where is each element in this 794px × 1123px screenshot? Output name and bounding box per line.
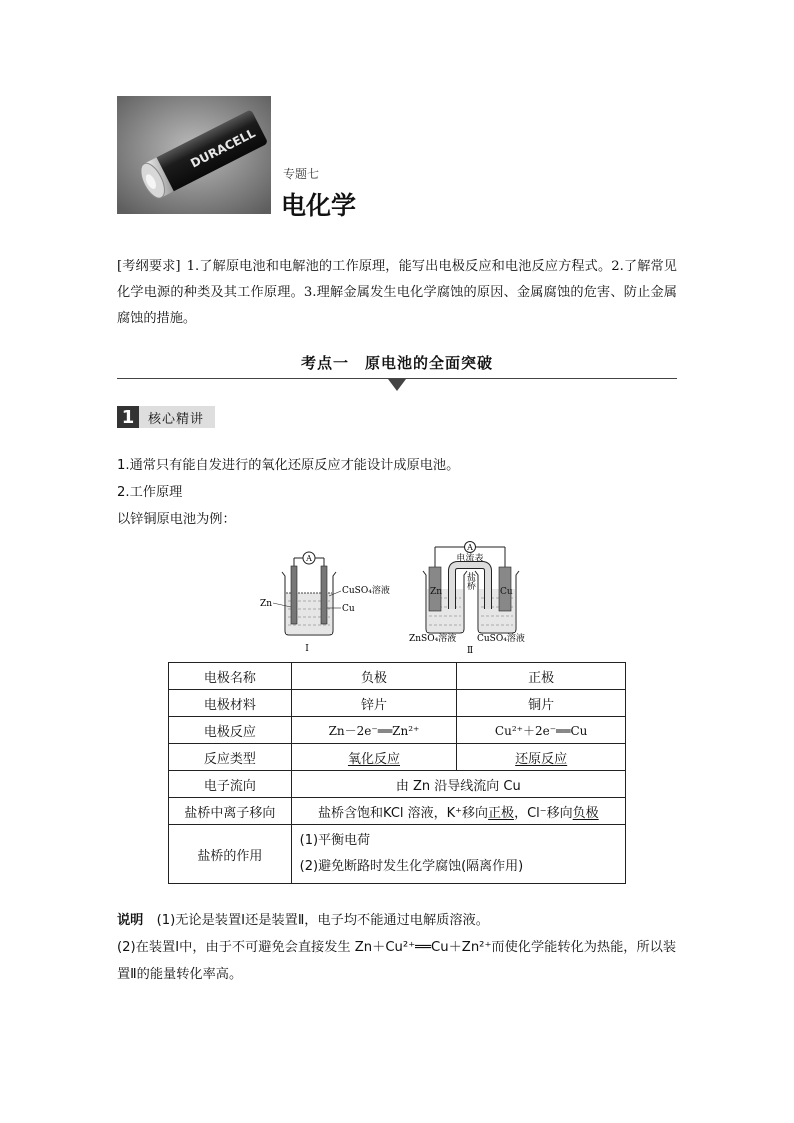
paragraph-3: 以锌铜原电池为例： [117,512,236,527]
table-cell: Zn－2e⁻══Zn²⁺ [291,717,457,744]
table-cell [291,825,625,884]
section-title: 考点一 原电池的全面突破 [300,354,493,372]
requirements-tag: [考纲要求] [117,259,181,274]
galvanic-cell-figure [257,541,537,653]
cuso4-label-2: CuSO₄溶液 [477,634,525,644]
table-row [169,825,626,884]
chapter-kicker: 专题七 [283,167,320,181]
core-badge [117,406,215,428]
bridge-role-1: (1)平衡电荷 [299,833,371,848]
note-1-text: (1)无论是装置Ⅰ还是装置Ⅱ，电子均不能通过电解质溶液。 [156,913,489,928]
section-triangle-icon [388,379,406,391]
paragraph-2: 2.工作原理 [117,485,183,500]
zn-label-2: Zn [430,587,443,597]
cell-two-diagram [409,542,525,654]
znso4-label: ZnSO₄溶液 [409,634,457,644]
table-row [169,717,626,744]
battery-brand-text: DURACELL [188,126,258,171]
table-header-cell: 电极名称 [169,663,292,690]
badge-number: 1 [117,406,139,428]
ammeter-label-1: A [306,554,312,563]
requirements-text: 1.了解原电池和电解池的工作原理，能写出电极反应和电池反应方程式。2.了解常见化学电源的种类及其工作原理。3.理解金属发生电化学腐蚀的原因、金属腐蚀的危害、防止金属腐蚀的措施。 [117,259,677,326]
figure-label-two: Ⅱ [466,646,474,653]
battery-photo [117,96,271,214]
table-cell [291,798,625,825]
cuso4-label-1: CuSO₄溶液 [342,586,390,596]
note-2-text: (2)在装置Ⅰ中，由于不可避免会直接发生 Zn＋Cu²⁺══Cu＋Zn²⁺而使化学能转化为热能，所以装置Ⅱ的能量转化率高。 [117,940,677,982]
oxidation-text: 氧化反应 [347,751,400,767]
figure-label-one: Ⅰ [305,644,309,653]
ion-text-negative: 负极 [572,805,599,821]
cu-label-1: Cu [342,604,355,614]
note-tag: 说明 [117,913,144,928]
table-cell [291,744,457,771]
table-header-cell: 电极反应 [169,717,292,744]
table-row [169,744,626,771]
table-cell: 正极 [457,663,626,690]
cu-label-2: Cu [500,587,513,597]
ammeter-label-2: A [467,543,473,552]
principle-table [168,662,626,884]
table-row [169,771,626,798]
zn-label-1: Zn [260,599,273,609]
chapter-title: 电化学 [281,191,357,220]
table-cell: Cu²⁺＋2e⁻══Cu [457,717,626,744]
syllabus-requirements [117,254,677,332]
table-cell: 负极 [291,663,457,690]
bridge-role-2: (2)避免断路时发生化学腐蚀(隔离作用) [299,859,524,874]
table-cell [457,744,626,771]
reduction-text: 还原反应 [515,751,568,767]
table-header-cell: 电极材料 [169,690,292,717]
cell-one-diagram [260,552,390,653]
paragraph-1: 1.通常只有能自发进行的氧化还原反应才能设计成原电池。 [117,458,460,473]
table-cell: 锌片 [291,690,457,717]
table-cell: 由 Zn 沿导线流向 Cu [291,771,625,798]
meter-text: 电流表 [456,554,484,564]
ion-text-3: ，Cl⁻移向 [514,805,573,821]
table-header-cell: 反应类型 [169,744,292,771]
note-line-1 [117,907,677,934]
ion-text-positive: 正极 [488,805,515,821]
table-cell: 铜片 [457,690,626,717]
table-row [169,663,626,690]
salt-bridge-label: 盐桥 [465,572,475,590]
ion-text-1: 盐桥含饱和KCl 溶液，K⁺移向 [318,805,489,821]
table-header-cell: 电子流向 [169,771,292,798]
table-row [169,798,626,825]
badge-label: 核心精讲 [139,406,215,428]
table-header-cell: 盐桥的作用 [169,825,292,884]
table-header-cell: 盐桥中离子移向 [169,798,292,825]
table-row [169,690,626,717]
